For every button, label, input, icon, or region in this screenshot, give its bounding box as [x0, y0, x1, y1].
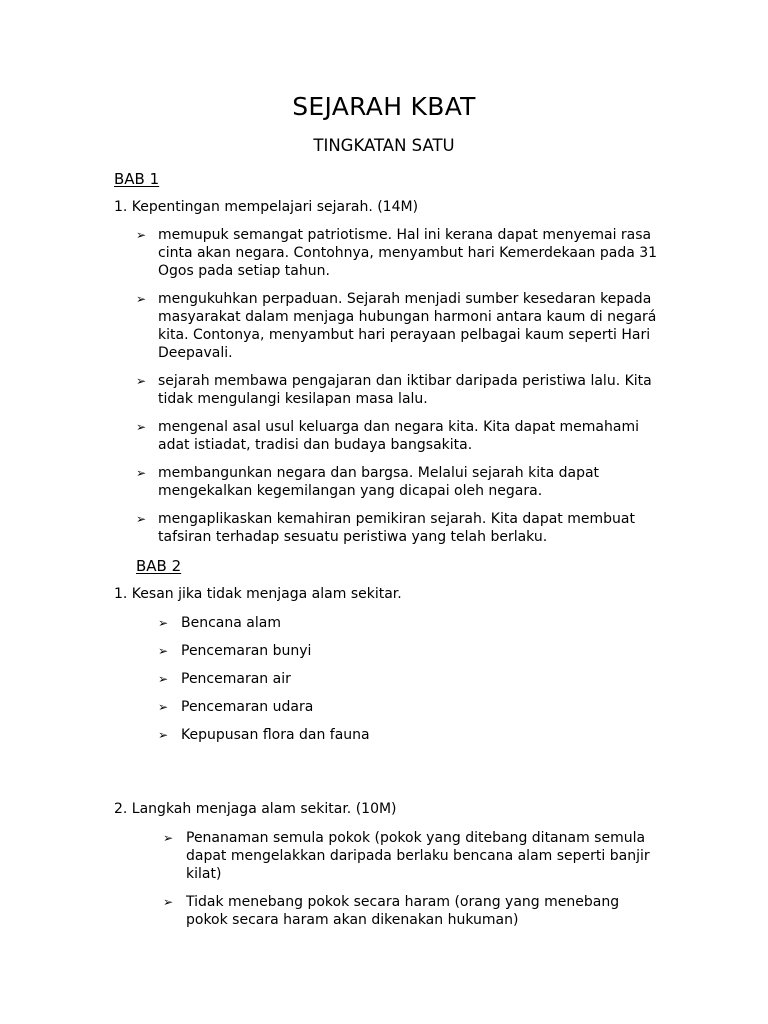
- arrow-bullet-icon: ➢: [163, 831, 174, 845]
- arrow-bullet-icon: ➢: [158, 644, 169, 658]
- list-item-text: Pencemaran air: [181, 671, 291, 687]
- arrow-bullet-icon: ➢: [158, 616, 169, 630]
- list-item-text: Pencemaran bunyi: [181, 643, 312, 659]
- list-item-text-line: sejarah membawa pengajaran dan iktibar daripada peristiwa lalu. Kita: [158, 373, 652, 389]
- list-item-text: Kepupusan flora dan fauna: [181, 727, 370, 743]
- list-item-text-line: membangunkan negara dan bargsa. Melalui sejarah kita dapat: [158, 465, 600, 481]
- list-item: [158, 614, 678, 632]
- list-item: [158, 670, 678, 688]
- list-item-text-line: kilat): [186, 866, 222, 882]
- list-item-text-line: mengekalkan kegemilangan yang dicapai oleh negara.: [158, 483, 543, 499]
- list-item-text-line: Ogos pada setiap tahun.: [158, 263, 330, 279]
- list-item: [136, 372, 676, 408]
- list-item-text-line: mengenal asal usul keluarga dan negara kita. Kita dapat memahami: [158, 419, 639, 435]
- document-subtitle: TINGKATAN SATU: [313, 136, 455, 155]
- list-item: [163, 893, 683, 929]
- document-title: SEJARAH KBAT: [292, 92, 476, 121]
- arrow-bullet-icon: ➢: [136, 292, 147, 306]
- list-item: [136, 290, 676, 362]
- list-item: [163, 829, 683, 883]
- list-item: [136, 464, 676, 500]
- arrow-bullet-icon: ➢: [136, 420, 147, 434]
- list-item-text-line: masyarakat dalam menjaga hubungan harmoni antara kaum di negará: [158, 309, 657, 325]
- list-item-text-line: Penanaman semula pokok (pokok yang ditebang ditanam semula: [186, 830, 646, 846]
- arrow-bullet-icon: ➢: [136, 374, 147, 388]
- arrow-bullet-icon: ➢: [158, 672, 169, 686]
- list-item-text-line: memupuk semangat patriotisme. Hal ini kerana dapat menyemai rasa: [158, 227, 652, 243]
- arrow-bullet-icon: ➢: [158, 700, 169, 714]
- arrow-bullet-icon: ➢: [158, 728, 169, 742]
- bab2-question-1: 1. Kesan jika tidak menjaga alam sekitar.: [114, 586, 402, 602]
- list-item-text-line: kita. Contonya, menyambut hari perayaan pelbagai kaum seperti Hari: [158, 327, 651, 343]
- list-item: [136, 418, 676, 454]
- arrow-bullet-icon: ➢: [136, 228, 147, 242]
- list-item: [158, 698, 678, 716]
- list-item-text-line: pokok secara haram akan dikenakan hukuman): [186, 912, 519, 928]
- list-item-text-line: dapat mengelakkan daripada berlaku bencana alam seperti banjir: [186, 848, 650, 864]
- list-item-text: Pencemaran udara: [181, 699, 314, 715]
- bab2-question-2: 2. Langkah menjaga alam sekitar. (10M): [114, 801, 397, 817]
- arrow-bullet-icon: ➢: [136, 512, 147, 526]
- bab1-question: 1. Kepentingan mempelajari sejarah. (14M): [114, 199, 419, 215]
- bab2-effects-list: [158, 614, 678, 754]
- list-item-text-line: Tidak menebang pokok secara haram (orang yang menebang: [186, 894, 620, 910]
- list-item-text-line: tidak mengulangi kesilapan masa lalu.: [158, 391, 428, 407]
- list-item-text-line: tafsiran terhadap sesuatu peristiwa yang telah berlaku.: [158, 529, 548, 545]
- list-item: [158, 642, 678, 660]
- bab2-heading: BAB 2: [136, 557, 182, 575]
- arrow-bullet-icon: ➢: [136, 466, 147, 480]
- list-item: [136, 510, 676, 546]
- bab1-points-list: [136, 226, 676, 556]
- list-item-text: Bencana alam: [181, 615, 281, 631]
- list-item-text-line: cinta akan negara. Contohnya, menyambut hari Kemerdekaan pada 31: [158, 245, 658, 261]
- bab1-heading: BAB 1: [114, 170, 160, 188]
- list-item-text-line: mengukuhkan perpaduan. Sejarah menjadi sumber kesedaran kepada: [158, 291, 652, 307]
- list-item-text-line: mengaplikaskan kemahiran pemikiran sejarah. Kita dapat membuat: [158, 511, 635, 527]
- list-item: [158, 726, 678, 744]
- bab2-steps-list: [163, 829, 683, 939]
- list-item-text-line: adat istiadat, tradisi dan budaya bangsakita.: [158, 437, 473, 453]
- list-item: [136, 226, 676, 280]
- list-item-text-line: Deepavali.: [158, 345, 233, 361]
- arrow-bullet-icon: ➢: [163, 895, 174, 909]
